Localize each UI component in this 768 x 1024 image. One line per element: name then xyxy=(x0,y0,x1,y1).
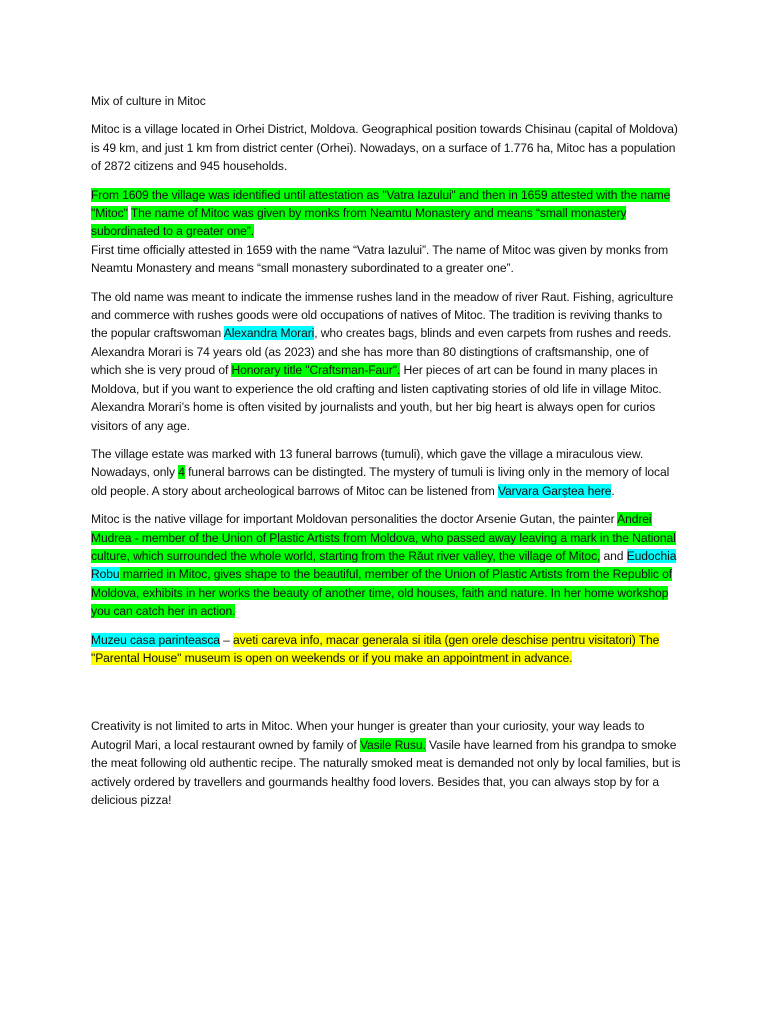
text-segment: . xyxy=(611,483,615,498)
text-segment: , who creates bags, blinds and even carpets from rushes and reeds. Alexandra Morari is 74 years old (as 2023) and she has more than 80 distingtions of craftsmanship, one of which she is very proud of xyxy=(91,326,672,378)
highlight-green-andrei-mudrea: Andrei Mudrea - member of the Union of Plastic Artists from Moldova, who passed away leaving a mark in the National culture, which surrounded the whole world, starting from the Răut river valley, the village of Mitoc, xyxy=(91,512,676,563)
text-segment: Vasile have learned from his grandpa to smoke the meat following old authentic recipe. The naturally smoked meat is demanded not only by local families, but is actively ordered by travellers and gourmands healthy food lovers. Besides that, you can always stop by for a delicious pizza! xyxy=(91,737,681,807)
paragraph-location-text: Mitoc is a village located in Orhei District, Moldova. Geographical position towards Chisinau (capital of Moldova) is 49 km, and just 1 km from district center (Orhei). Nowadays, on a surface of 1.776 ha, Mitoc has a population of 2872 citizens and 945 households. xyxy=(91,122,678,174)
highlight-green-history: From 1609 the village was identified until attestation as "Vatra Iazului" and then in 1659 attested with the name "Mitoc" xyxy=(91,187,671,221)
text-segment: Creativity is not limited to arts in Mitoc. When your hunger is greater than your curiosity, your way leads to Autogril Mari, a local restaurant owned by family of xyxy=(91,719,645,752)
paragraph-first-attested-text: First time officially attested in 1659 with the name “Vatra Iazului”. The name of Mitoc was given by monks from Neamtu Monastery and means “small monastery subordinated to a greater one”. xyxy=(91,242,669,276)
paragraph-barrows xyxy=(91,445,681,500)
empty-line-spacer xyxy=(91,677,681,717)
text-segment: Her pieces of art can be found in many places in Moldova, but if you want to experience the old crafting and listen captivating stories of old life in village Mitoc. Alexandra Morari’s home is often visited by journalists and youth, but her big heart is always open for curios visitors of any age. xyxy=(91,363,662,433)
paragraph-personalities xyxy=(91,510,681,620)
highlight-cyan-varvara-link[interactable]: Varvara Garștea here xyxy=(497,483,612,498)
highlight-cyan-alexandra-morari: Alexandra Morari xyxy=(223,326,315,341)
text-segment: and xyxy=(600,548,627,563)
paragraph-museum xyxy=(91,631,681,668)
highlight-cyan-museum-name: Muzeu casa parinteasca xyxy=(91,632,220,647)
highlight-green-vasile-rusu: Vasile Rusu. xyxy=(359,737,426,752)
text-segment: Mitoc is the native village for important Moldovan personalities the doctor Arsenie Gutan, the painter xyxy=(91,512,618,527)
highlight-cyan-eudochia-robu: Eudochia Robu xyxy=(91,548,677,582)
document-page xyxy=(91,92,681,819)
highlight-green-honorary-title: Honorary title "Craftsman-Faur". xyxy=(231,363,401,378)
paragraph-location xyxy=(91,120,681,175)
document-title: Mix of culture in Mitoc xyxy=(91,94,206,108)
paragraph-history-highlighted xyxy=(91,186,681,241)
highlight-green-eudochia-description: married in Mitoc, gives shape to the beautiful, member of the Union of Plastic Artists from the Republic of Moldova, exhibits in her works the beauty of another time, old houses, faith and nature. In her home workshop you can catch her in action. xyxy=(91,567,673,619)
text-segment: The old name was meant to indicate the immense rushes land in the meadow of river Raut. Fishing, agriculture and commerce with rushes goods were old occupations of natives of Mitoc. The tradition is reviving thanks to the popular craftswoman xyxy=(91,289,674,341)
paragraph-old-name xyxy=(91,288,681,435)
paragraph-restaurant xyxy=(91,717,681,809)
highlight-green-name-meaning: The name of Mitoc was given by monks from Neamtu Monastery and means “small monastery subordinated to a greater one”. xyxy=(91,206,627,239)
paragraph-first-attested xyxy=(91,241,681,278)
highlight-green-number: 4 xyxy=(178,465,185,480)
highlight-yellow-museum-info: aveti careva info, macar generala si itila (gen orele deschise pentru visitatori) The "Parental House" museum is open on weekends or if you make an appointment in advance. xyxy=(91,632,660,665)
text-segment: – xyxy=(219,632,234,647)
text-segment: The village estate was marked with 13 funeral barrows (tumuli), which gave the village a miraculous view. Nowadays, only xyxy=(91,446,644,480)
text-segment: funeral barrows can be distingted. The mystery of tumuli is living only in the memory of local old people. A story about archeological barrows of Mitoc can be listened from xyxy=(91,465,670,498)
